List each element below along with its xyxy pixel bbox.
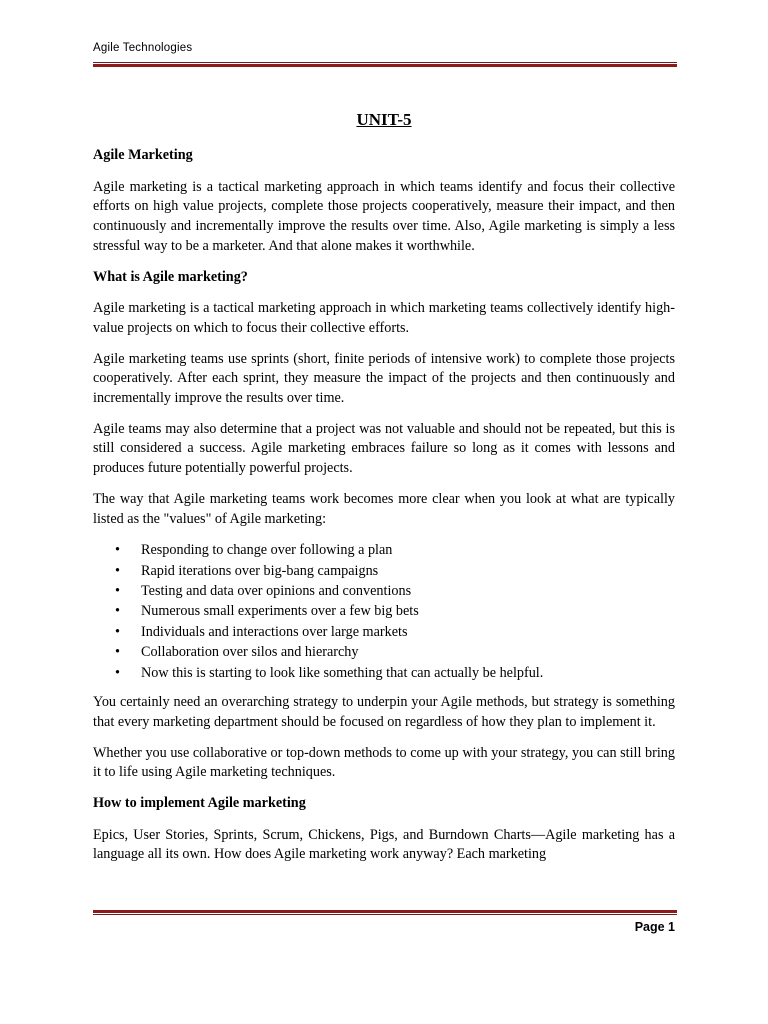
header-rule-bottom: [93, 64, 677, 67]
list-item-text: Individuals and interactions over large markets: [141, 623, 408, 640]
values-list: [93, 540, 675, 683]
section-heading: What is Agile marketing?: [93, 268, 248, 285]
bullet-icon: •: [115, 583, 120, 600]
footer-rule-bottom: [93, 914, 677, 915]
paragraph: Whether you use collaborative or top-down methods to come up with your strategy, you can still bring it to life using Agile marketing techniques.: [93, 744, 675, 781]
list-item: [93, 581, 675, 601]
paragraph: Agile marketing is a tactical marketing approach in which teams identify and focus their collective efforts on high value projects, complete those projects cooperatively, measure their impact, and then continuously and incrementally improve the results over time. Also, Agile marketing is simply a less stressful way to be a marketer. And that alone makes it worthwhile.: [93, 178, 675, 254]
list-item: [93, 622, 675, 642]
list-item: [93, 642, 675, 662]
list-item-text: Collaboration over silos and hierarchy: [141, 644, 359, 661]
list-item: [93, 663, 675, 683]
list-item-text: Rapid iterations over big-bang campaigns: [141, 562, 379, 579]
list-item-text: Testing and data over opinions and conventions: [141, 583, 412, 600]
page-number: Page 1: [634, 920, 675, 934]
paragraph: Epics, User Stories, Sprints, Scrum, Chickens, Pigs, and Burndown Charts—Agile marketing has a language all its own. How does Agile marketing work anyway? Each marketing: [93, 826, 675, 863]
list-item: [93, 561, 675, 581]
section-heading: Agile Marketing: [93, 147, 193, 163]
paragraph: Agile teams may also determine that a project was not valuable and should not be repeated, but this is still considered a success. Agile marketing embraces failure so long as it comes with lessons and produces future potentially powerful projects.: [93, 420, 675, 477]
list-item-text: Now this is starting to look like something that can actually be helpful.: [141, 664, 544, 681]
list-item: [93, 540, 675, 560]
paragraph: Agile marketing is a tactical marketing approach in which marketing teams collectively identify high-value projects on which to focus their collective efforts.: [93, 300, 675, 336]
list-item-text: Numerous small experiments over a few big bets: [141, 603, 419, 620]
bullet-icon: •: [115, 603, 120, 620]
unit-title: UNIT-5: [356, 110, 412, 129]
running-header: Agile Technologies: [93, 42, 193, 54]
footer-rule-top: [93, 910, 677, 913]
bullet-icon: •: [115, 644, 120, 661]
list-item: [93, 601, 675, 621]
bullet-icon: •: [115, 664, 120, 681]
paragraph: The way that Agile marketing teams work becomes more clear when you look at what are typically listed as the "values" of Agile marketing:: [93, 490, 675, 527]
section-heading: How to implement Agile marketing: [93, 794, 306, 811]
paragraph: Agile marketing teams use sprints (short, finite periods of intensive work) to complete those projects cooperatively. After each sprint, they measure the impact of the projects and then continuously and incrementally improve the results over time.: [93, 350, 675, 407]
paragraph: You certainly need an overarching strategy to underpin your Agile methods, but strategy is something that every marketing department should be focused on regardless of how they plan to implement it.: [93, 694, 675, 730]
bullet-icon: •: [115, 623, 120, 640]
list-item-text: Responding to change over following a plan: [141, 542, 393, 559]
header-rule-top: [93, 62, 677, 63]
bullet-icon: •: [115, 562, 120, 579]
document-body: [93, 146, 675, 876]
bullet-icon: •: [115, 542, 120, 559]
